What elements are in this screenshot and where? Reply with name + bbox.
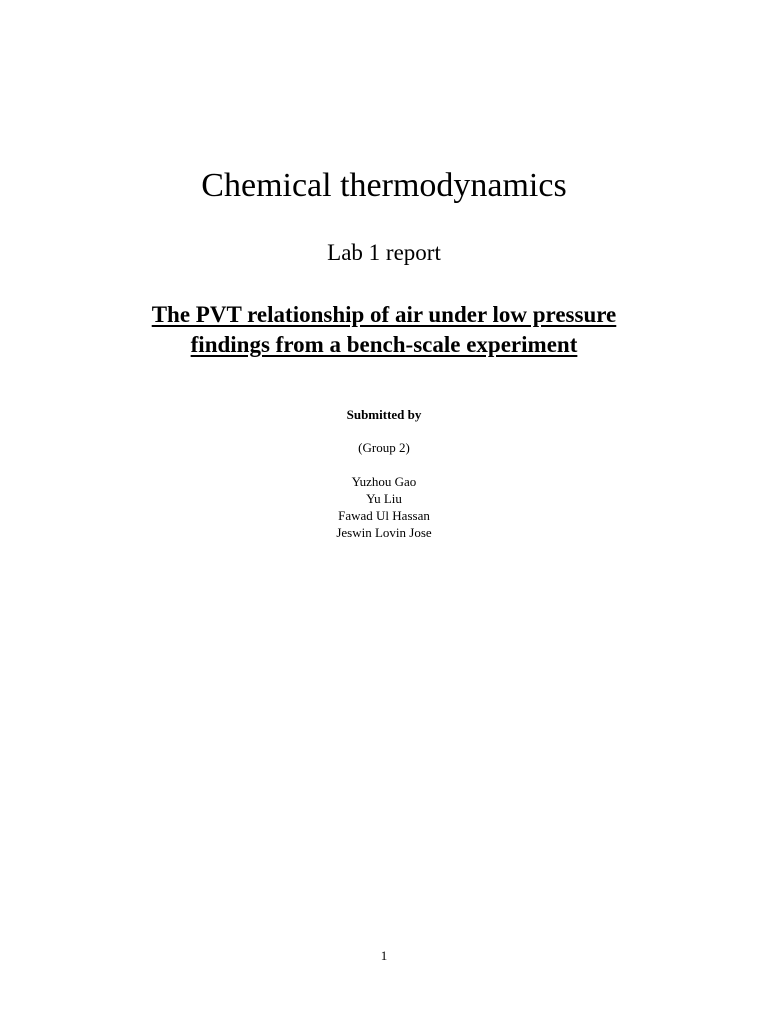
report-title <box>0 300 768 360</box>
submitted-by-label: Submitted by <box>346 407 422 422</box>
member-list <box>0 473 768 541</box>
member-name: Jeswin Lovin Jose <box>336 525 432 540</box>
report-title-line-2: findings from a bench-scale experiment <box>190 332 578 357</box>
member-name: Yuzhou Gao <box>351 474 417 489</box>
group-label: (Group 2) <box>358 440 410 455</box>
report-label: Lab 1 report <box>327 240 441 265</box>
member-name: Yu Liu <box>366 491 402 506</box>
course-title: Chemical thermodynamics <box>201 167 567 204</box>
page-number: 1 <box>380 948 388 963</box>
report-title-line-1: The PVT relationship of air under low pressure <box>151 302 617 327</box>
member-name: Fawad Ul Hassan <box>338 508 430 523</box>
